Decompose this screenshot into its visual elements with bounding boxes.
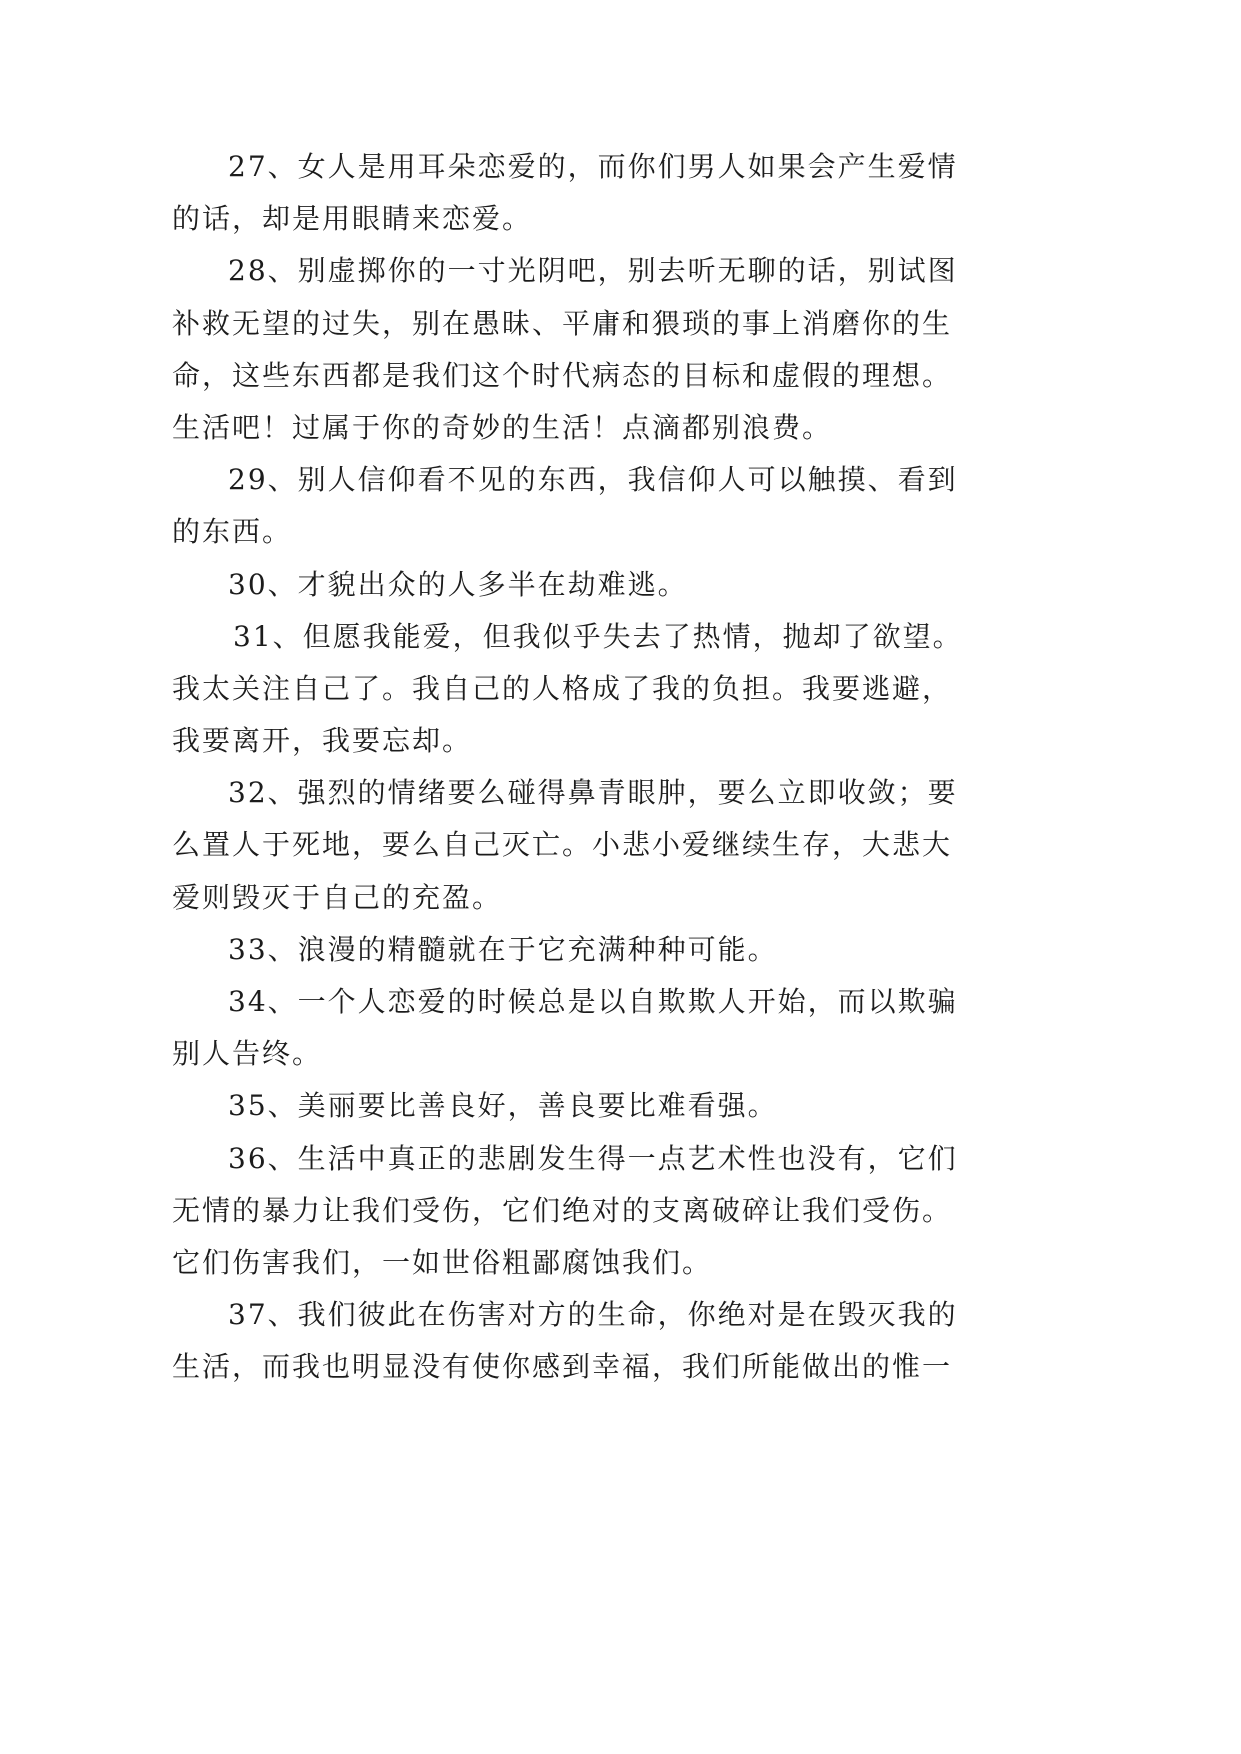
paragraph-line: 37、我们彼此在伤害对方的生命，你绝对是在毁灭我的: [228, 1298, 958, 1332]
paragraph-34: [172, 976, 1132, 1080]
paragraph-line: 的话，却是用眼睛来恋爱。: [172, 202, 533, 236]
paragraph-line: 31、但愿我能爱，但我似乎失去了热情，抛却了欲望。: [233, 619, 963, 653]
paragraph-36: [172, 1133, 1132, 1290]
paragraph-line: 命，这些东西都是我们这个时代病态的目标和虚假的理想。: [172, 358, 953, 392]
paragraph-line: 34、一个人恋爱的时候总是以自欺欺人开始，而以欺骗: [228, 985, 958, 1018]
paragraph-line: 27、女人是用耳朵恋爱的，而你们男人如果会产生爱情: [228, 150, 958, 183]
paragraph-line: 么置人于死地，要么自己灭亡。小悲小爱继续生存，大悲大: [172, 828, 953, 862]
paragraph-29: [172, 454, 1132, 558]
paragraph-line: 生活，而我也明显没有使你感到幸福，我们所能做出的惟一: [172, 1350, 953, 1384]
paragraph-30: [172, 559, 1132, 611]
paragraph-line: 别人告终。: [172, 1037, 323, 1071]
paragraph-33: [172, 924, 1132, 976]
paragraph-31: [172, 611, 1132, 768]
paragraph-35: [172, 1080, 1132, 1132]
paragraph-line: 29、别人信仰看不见的东西，我信仰人可以触摸、看到: [228, 463, 958, 497]
paragraph-32: [172, 767, 1132, 924]
paragraph-line: 它们伤害我们，一如世俗粗鄙腐蚀我们。: [172, 1245, 713, 1279]
paragraph-27: [172, 141, 1132, 245]
paragraph-line: 我太关注自己了。我自己的人格成了我的负担。我要逃避，: [172, 671, 953, 705]
paragraph-line: 生活吧！过属于你的奇妙的生活！点滴都别浪费。: [172, 410, 833, 444]
paragraph-line: 爱则毁灭于自己的充盈。: [172, 880, 503, 914]
document-body: [172, 141, 1132, 1394]
paragraph-line: 无情的暴力让我们受伤，它们绝对的支离破碎让我们受伤。: [172, 1193, 953, 1227]
paragraph-line: 28、别虚掷你的一寸光阴吧，别去听无聊的话，别试图: [228, 254, 958, 288]
paragraph-line: 35、美丽要比善良好，善良要比难看强。: [228, 1089, 778, 1123]
paragraph-line: 我要离开，我要忘却。: [172, 724, 473, 758]
paragraph-37: [172, 1289, 1132, 1393]
paragraph-line: 的东西。: [172, 515, 293, 549]
paragraph-line: 32、强烈的情绪要么碰得鼻青眼肿，要么立即收敛；要: [228, 776, 958, 810]
paragraph-line: 33、浪漫的精髓就在于它充满种种可能。: [228, 932, 778, 966]
paragraph-28: [172, 245, 1132, 454]
paragraph-line: 补救无望的过失，别在愚昧、平庸和猥琐的事上消磨你的生: [172, 306, 953, 340]
paragraph-line: 36、生活中真正的悲剧发生得一点艺术性也没有，它们: [228, 1141, 958, 1175]
paragraph-line: 30、才貌出众的人多半在劫难逃。: [228, 567, 688, 601]
